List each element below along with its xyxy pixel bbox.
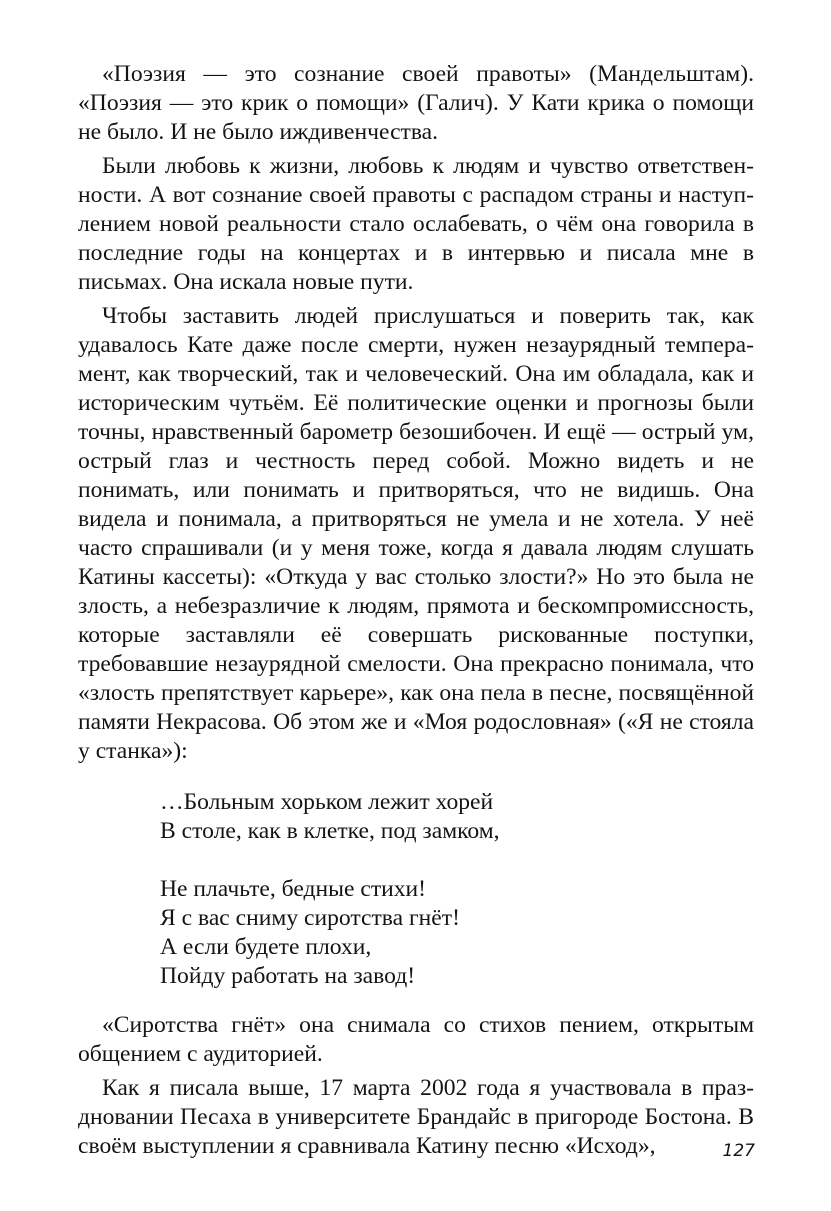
verse-line: Пойду работать на завод! <box>160 963 416 989</box>
paragraph-temperament: Чтобы заставить людей прислушаться и поверить так, как удавалось Кате даже после смерти, нужен незаурядный темперамент, как творческий, так и человеческий. Она им обладала, как и историческим чутьём. Её политические оценки и прогнозы были точны, нравственный барометр безошибочен. И ещё — острый ум, острый глаз и честность перед собой. Можно видеть и не понимать, или понимать и притворяться, что не видишь. Она видела и понимала, а притворяться не умела и не хотела. У неё часто спрашивали (и у меня тоже, когда я давала людям слушать Катины кассеты): «Откуда у вас столько злости?» Но это была не злость, а небезразличие к людям, прямота и бескомпромиссность, которые заставляли её совершать рискованные поступки, требовавшие незаурядной смелости. Она прекрасно понимала, что «злость препятствует карьере», как она пела в песне, посвящённой памяти Некрасова. Об этом же и «Моя родословная» («Я не стояла у станка»): <box>78 303 754 764</box>
verse-line: В столе, как в клетке, под замком, <box>160 818 500 844</box>
verse-line: Не плачьте, бедные стихи! <box>160 876 427 902</box>
verse-line: Я с вас сниму сиротства гнёт! <box>160 905 460 931</box>
verse-line: …Больным хорьком лежит хорей <box>160 789 494 815</box>
paragraph-pesach: Как я писала выше, 17 марта 2002 года я участвовала в праздновании Песаха в университете Брандайс в пригороде Бостона. В своём выступлении я сравнивала Катину песню «Исход», <box>78 1075 754 1159</box>
page-number: 127 <box>722 1141 755 1161</box>
verse-line: А если будете плохи, <box>160 934 372 960</box>
poem-stanza-2 <box>160 875 754 991</box>
body-text <box>78 60 754 1166</box>
poem-quote <box>160 788 754 991</box>
paragraph-love-of-life: Были любовь к жизни, любовь к людям и чувство ответственности. А вот сознание своей правоты с распадом страны и наступлением новой реальности стало ослабевать, о чём она говорила в последние годы на концертах и в интервью и писала мне в письмах. Она искала новые пути. <box>78 153 754 295</box>
poem-stanza-1 <box>160 788 754 846</box>
paragraph-orphanhood: «Сиротства гнёт» она снимала со стихов пением, открытым общением с аудиторией. <box>78 1012 754 1067</box>
paragraph-poetry-quotes: «Поэзия — это сознание своей правоты» (Мандельштам). «Поэзия — это крик о помощи» (Галич). У Кати крика о помощи не было. И не было иждивенчества. <box>78 61 754 145</box>
